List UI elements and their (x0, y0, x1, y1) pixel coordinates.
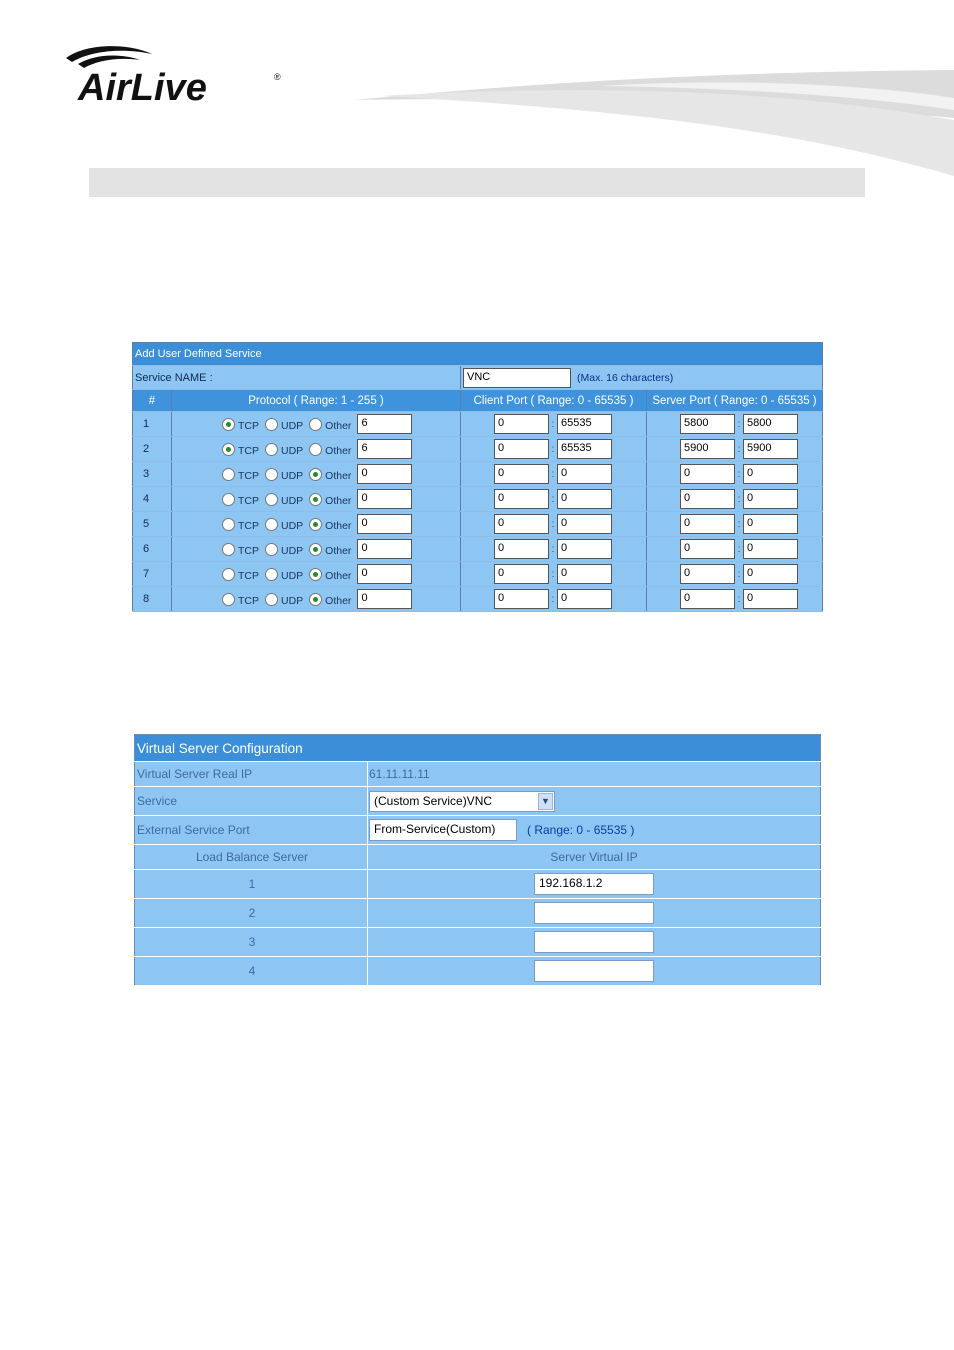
udp-radio[interactable] (265, 593, 278, 606)
client-port-to-input[interactable]: 0 (557, 564, 612, 584)
server-number: 4 (135, 957, 368, 986)
client-port-cell (461, 437, 647, 462)
server-port-cell (647, 562, 823, 587)
table-row (133, 562, 823, 587)
tcp-label: TCP (238, 494, 259, 507)
row-number: 1 (133, 412, 172, 437)
user-defined-service-table (132, 342, 823, 612)
row-number: 5 (133, 512, 172, 537)
tcp-label: TCP (238, 419, 259, 432)
max-chars-note: (Max. 16 characters) (577, 371, 674, 384)
client-port-to-input[interactable]: 65535 (557, 414, 612, 434)
udp-label: UDP (281, 544, 304, 557)
server-port-from-input[interactable]: 0 (680, 589, 735, 609)
udp-label: UDP (281, 444, 304, 457)
tcp-radio[interactable] (222, 518, 235, 531)
row-number: 3 (133, 462, 172, 487)
server-port-from-input[interactable]: 5800 (680, 414, 735, 434)
server-port-cell (647, 462, 823, 487)
service-select-value: (Custom Service)VNC (374, 793, 493, 808)
client-port-to-input[interactable]: 0 (557, 464, 612, 484)
table-title: Virtual Server Configuration (135, 735, 821, 762)
server-ip-cell (368, 928, 821, 957)
server-port-to-input[interactable]: 5800 (743, 414, 798, 434)
table-row (133, 587, 823, 612)
table-row (133, 537, 823, 562)
external-port-label: External Service Port (135, 816, 368, 845)
udp-radio[interactable] (265, 518, 278, 531)
server-port-from-input[interactable]: 0 (680, 464, 735, 484)
tcp-radio[interactable] (222, 443, 235, 456)
port-separator: : (737, 543, 741, 555)
protocol-number-input[interactable]: 0 (357, 489, 412, 509)
port-separator: : (551, 568, 555, 580)
other-radio[interactable] (309, 468, 322, 481)
row-number: 6 (133, 537, 172, 562)
server-port-cell (647, 412, 823, 437)
udp-radio[interactable] (265, 493, 278, 506)
protocol-cell (172, 437, 461, 462)
client-port-from-input[interactable]: 0 (494, 514, 549, 534)
table-row (133, 512, 823, 537)
row-number: 4 (133, 487, 172, 512)
server-ip-cell (368, 870, 821, 899)
client-port-from-input[interactable]: 0 (494, 564, 549, 584)
client-port-cell (461, 512, 647, 537)
server-port-cell (647, 587, 823, 612)
server-number: 3 (135, 928, 368, 957)
external-port-cell (368, 816, 821, 845)
other-radio[interactable] (309, 543, 322, 556)
external-port-input[interactable]: From-Service(Custom) (369, 819, 517, 841)
udp-label: UDP (281, 494, 304, 507)
port-separator: : (551, 593, 555, 605)
tcp-label: TCP (238, 594, 259, 607)
load-balance-header: Load Balance Server (135, 845, 368, 870)
udp-radio[interactable] (265, 443, 278, 456)
tcp-radio[interactable] (222, 593, 235, 606)
protocol-cell (172, 462, 461, 487)
client-port-from-input[interactable]: 0 (494, 464, 549, 484)
port-separator: : (737, 443, 741, 455)
server-port-from-input[interactable]: 5900 (680, 439, 735, 459)
protocol-cell (172, 412, 461, 437)
port-separator: : (551, 468, 555, 480)
udp-radio[interactable] (265, 418, 278, 431)
port-separator: : (551, 443, 555, 455)
server-port-cell (647, 512, 823, 537)
server-port-cell (647, 487, 823, 512)
service-name-label: Service NAME : (133, 366, 461, 390)
other-label: Other (325, 419, 352, 432)
protocol-cell (172, 487, 461, 512)
real-ip-label: Virtual Server Real IP (135, 762, 368, 787)
table-row (135, 928, 821, 957)
other-radio[interactable] (309, 493, 322, 506)
port-separator: : (737, 418, 741, 430)
port-separator: : (737, 518, 741, 530)
protocol-cell (172, 512, 461, 537)
port-separator: : (551, 518, 555, 530)
protocol-number-input[interactable]: 6 (357, 414, 412, 434)
other-label: Other (325, 594, 352, 607)
col-header-server-port: Server Port ( Range: 0 - 65535 ) (647, 390, 823, 412)
port-separator: : (737, 468, 741, 480)
server-port-cell (647, 537, 823, 562)
real-ip-value: 61.11.11.11 (368, 762, 821, 787)
udp-label: UDP (281, 594, 304, 607)
tcp-label: TCP (238, 569, 259, 582)
service-label: Service (135, 787, 368, 816)
client-port-from-input[interactable]: 0 (494, 539, 549, 559)
tcp-label: TCP (238, 544, 259, 557)
other-label: Other (325, 544, 352, 557)
client-port-from-input[interactable]: 0 (494, 439, 549, 459)
client-port-to-input[interactable]: 0 (557, 589, 612, 609)
client-port-to-input[interactable]: 0 (557, 489, 612, 509)
service-name-cell (461, 366, 823, 390)
airlive-logo (66, 46, 281, 109)
service-name-input[interactable]: VNC (463, 368, 571, 388)
service-cell (368, 787, 821, 816)
client-port-to-input[interactable]: 0 (557, 514, 612, 534)
tcp-radio[interactable] (222, 468, 235, 481)
other-label: Other (325, 494, 352, 507)
col-header-num: # (133, 390, 172, 412)
swoosh-graphic (355, 70, 954, 176)
port-separator: : (737, 493, 741, 505)
tcp-label: TCP (238, 519, 259, 532)
col-header-client-port: Client Port ( Range: 0 - 65535 ) (461, 390, 647, 412)
row-number: 2 (133, 437, 172, 462)
table-row (135, 870, 821, 899)
server-virtual-ip-input[interactable] (534, 931, 654, 953)
other-label: Other (325, 519, 352, 532)
udp-radio[interactable] (265, 468, 278, 481)
server-ip-cell (368, 899, 821, 928)
client-port-cell (461, 587, 647, 612)
client-port-cell (461, 537, 647, 562)
client-port-to-input[interactable]: 65535 (557, 439, 612, 459)
other-radio[interactable] (309, 443, 322, 456)
udp-label: UDP (281, 519, 304, 532)
server-port-cell (647, 437, 823, 462)
server-virtual-ip-input[interactable] (534, 960, 654, 982)
server-virtual-ip-input[interactable]: 192.168.1.2 (534, 873, 654, 895)
port-separator: : (551, 418, 555, 430)
table-title: Add User Defined Service (133, 343, 823, 366)
tcp-radio[interactable] (222, 418, 235, 431)
server-virtual-ip-input[interactable] (534, 902, 654, 924)
server-virtual-ip-header: Server Virtual IP (368, 845, 821, 870)
port-separator: : (551, 493, 555, 505)
server-port-to-input[interactable]: 0 (743, 539, 798, 559)
server-port-to-input[interactable]: 0 (743, 589, 798, 609)
server-port-to-input[interactable]: 0 (743, 489, 798, 509)
tcp-radio[interactable] (222, 543, 235, 556)
other-label: Other (325, 569, 352, 582)
server-port-from-input[interactable]: 0 (680, 514, 735, 534)
server-port-to-input[interactable]: 0 (743, 464, 798, 484)
udp-radio[interactable] (265, 568, 278, 581)
port-separator: : (551, 543, 555, 555)
client-port-from-input[interactable]: 0 (494, 414, 549, 434)
protocol-number-input[interactable]: 0 (357, 514, 412, 534)
port-separator: : (737, 568, 741, 580)
server-port-from-input[interactable]: 0 (680, 564, 735, 584)
server-port-to-input[interactable]: 0 (743, 564, 798, 584)
protocol-cell (172, 562, 461, 587)
protocol-number-input[interactable]: 0 (357, 539, 412, 559)
external-port-range-note: ( Range: 0 - 65535 ) (527, 823, 635, 837)
table-row (135, 899, 821, 928)
protocol-cell (172, 537, 461, 562)
col-header-protocol: Protocol ( Range: 1 - 255 ) (172, 390, 461, 412)
protocol-number-input[interactable]: 0 (357, 564, 412, 584)
tcp-label: TCP (238, 444, 259, 457)
table-row (135, 957, 821, 986)
section-header-bar (89, 168, 865, 197)
client-port-from-input[interactable]: 0 (494, 489, 549, 509)
row-number: 7 (133, 562, 172, 587)
other-radio[interactable] (309, 418, 322, 431)
protocol-number-input[interactable]: 0 (357, 589, 412, 609)
udp-radio[interactable] (265, 543, 278, 556)
protocol-number-input[interactable]: 6 (357, 439, 412, 459)
tcp-label: TCP (238, 469, 259, 482)
other-radio[interactable] (309, 518, 322, 531)
chevron-down-icon[interactable]: ▼ (538, 793, 553, 810)
service-select[interactable] (369, 791, 555, 812)
virtual-server-config-table (134, 734, 821, 986)
other-label: Other (325, 444, 352, 457)
table-row (133, 412, 823, 437)
udp-label: UDP (281, 419, 304, 432)
other-radio[interactable] (309, 593, 322, 606)
protocol-number-input[interactable]: 0 (357, 464, 412, 484)
server-number: 1 (135, 870, 368, 899)
udp-label: UDP (281, 569, 304, 582)
logo-text: AirLive (78, 67, 207, 109)
udp-label: UDP (281, 469, 304, 482)
client-port-cell (461, 487, 647, 512)
table-row (133, 437, 823, 462)
port-separator: : (737, 593, 741, 605)
server-port-to-input[interactable]: 0 (743, 514, 798, 534)
server-ip-cell (368, 957, 821, 986)
client-port-to-input[interactable]: 0 (557, 539, 612, 559)
tcp-radio[interactable] (222, 493, 235, 506)
server-port-from-input[interactable]: 0 (680, 489, 735, 509)
table-row (133, 487, 823, 512)
server-port-to-input[interactable]: 5900 (743, 439, 798, 459)
table-row (133, 462, 823, 487)
server-port-from-input[interactable]: 0 (680, 539, 735, 559)
server-number: 2 (135, 899, 368, 928)
other-label: Other (325, 469, 352, 482)
protocol-cell (172, 587, 461, 612)
client-port-from-input[interactable]: 0 (494, 589, 549, 609)
other-radio[interactable] (309, 568, 322, 581)
client-port-cell (461, 412, 647, 437)
client-port-cell (461, 562, 647, 587)
tcp-radio[interactable] (222, 568, 235, 581)
row-number: 8 (133, 587, 172, 612)
client-port-cell (461, 462, 647, 487)
registered-mark: ® (274, 72, 281, 82)
